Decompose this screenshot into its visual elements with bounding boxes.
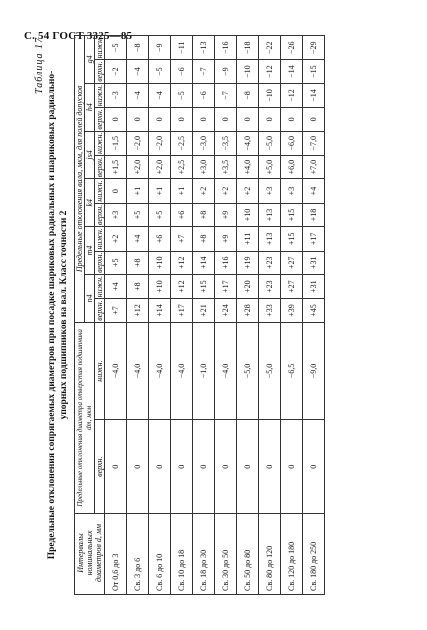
cell-bearing-upper: 0 xyxy=(127,420,149,514)
cell-k4-upper: +8 xyxy=(193,203,215,226)
cell-k4-upper: +6 xyxy=(171,203,193,226)
cell-g4-upper: −6 xyxy=(171,60,193,83)
cell-g4-lower: −11 xyxy=(171,36,193,60)
cell-g4-upper: −5 xyxy=(149,60,171,83)
cell-g4-lower: −9 xyxy=(149,36,171,60)
cell-interval: Св. 6 до 10 xyxy=(149,514,171,595)
cell-interval: Св. 18 до 30 xyxy=(193,514,215,595)
cell-interval: Св. 10 до 18 xyxy=(171,514,193,595)
cell-g4-upper: −14 xyxy=(281,60,303,83)
cell-n4-upper: +14 xyxy=(149,299,171,322)
cell-m4-lower: +2 xyxy=(105,227,127,251)
cell-m4-upper: +27 xyxy=(281,251,303,274)
cell-g4-upper: −10 xyxy=(237,60,259,83)
cell-n4-lower: +31 xyxy=(303,274,325,298)
cell-h4-upper: 0 xyxy=(303,108,325,131)
cell-n4-upper: +45 xyxy=(303,299,325,322)
cell-bearing-lower: −4,0 xyxy=(171,322,193,420)
cell-n4-lower: +23 xyxy=(259,274,281,298)
cell-n4-upper: +7 xyxy=(105,299,127,322)
cell-n4-lower: +4 xyxy=(105,274,127,298)
deviations-table xyxy=(74,35,325,595)
cell-n4-upper: +17 xyxy=(171,299,193,322)
cell-k4-lower: +4 xyxy=(303,179,325,203)
cell-m4-lower: +11 xyxy=(237,227,259,251)
cell-n4-upper: +28 xyxy=(237,299,259,322)
cell-bearing-lower: −4,0 xyxy=(215,322,237,420)
cell-n4-upper: +12 xyxy=(127,299,149,322)
cell-interval: Св. 3 до 6 xyxy=(127,514,149,595)
cell-m4-lower: +4 xyxy=(127,227,149,251)
cell-h4-lower: −8 xyxy=(237,83,259,107)
header-row-1 xyxy=(75,36,85,595)
rotated-table-block xyxy=(34,35,404,595)
cell-interval: Св. 120 до 180 xyxy=(281,514,303,595)
cell-h4-upper: 0 xyxy=(237,108,259,131)
cell-m4-lower: +7 xyxy=(171,227,193,251)
cell-bearing-lower: −9,0 xyxy=(303,322,325,420)
cell-k4-upper: +13 xyxy=(259,203,281,226)
cell-m4-lower: +17 xyxy=(303,227,325,251)
cell-bearing-upper: 0 xyxy=(215,420,237,514)
header-upper: верхн. xyxy=(95,300,104,321)
cell-m4-upper: +23 xyxy=(259,251,281,274)
header-lower: нижн. xyxy=(95,132,104,154)
cell-g4-lower: −22 xyxy=(259,36,281,60)
cell-n4-lower: +27 xyxy=(281,274,303,298)
cell-n4-upper: +24 xyxy=(215,299,237,322)
table-title xyxy=(46,35,70,595)
cell-h4-upper: 0 xyxy=(105,108,127,131)
cell-g4-lower: −13 xyxy=(193,36,215,60)
cell-k4-lower: +2 xyxy=(215,179,237,203)
table-row xyxy=(105,36,127,595)
cell-g4-lower: −5 xyxy=(105,36,127,60)
cell-h4-lower: −6 xyxy=(193,83,215,107)
cell-m4-upper: +12 xyxy=(171,251,193,274)
cell-h4-upper: 0 xyxy=(259,108,281,131)
header-field-k4: k4 xyxy=(85,179,95,227)
cell-h4-upper: 0 xyxy=(149,108,171,131)
cell-g4-lower: −26 xyxy=(281,36,303,60)
header-lower: нижн. xyxy=(95,275,104,298)
cell-h4-upper: 0 xyxy=(281,108,303,131)
cell-bearing-lower: −5,0 xyxy=(237,322,259,420)
cell-h4-upper: 0 xyxy=(193,108,215,131)
cell-g4-upper: −2 xyxy=(105,60,127,83)
cell-bearing-upper: 0 xyxy=(193,420,215,514)
cell-bearing-upper: 0 xyxy=(237,420,259,514)
cell-interval: Св. 30 до 50 xyxy=(215,514,237,595)
cell-k4-lower: +3 xyxy=(259,179,281,203)
cell-js4-lower: −7,0 xyxy=(303,131,325,155)
cell-m4-upper: +8 xyxy=(127,251,149,274)
cell-bearing-upper: 0 xyxy=(105,420,127,514)
cell-bearing-lower: −4,0 xyxy=(149,322,171,420)
cell-k4-upper: +18 xyxy=(303,203,325,226)
cell-js4-upper: +5,0 xyxy=(259,155,281,178)
cell-g4-upper: −4 xyxy=(127,60,149,83)
header-lower: нижн. xyxy=(95,228,104,250)
cell-m4-lower: +9 xyxy=(215,227,237,251)
cell-js4-lower: −2,5 xyxy=(171,131,193,155)
cell-k4-lower: +2 xyxy=(193,179,215,203)
page-header: С. 54 ГОСТ 3325—85 xyxy=(24,30,133,42)
cell-bearing-lower: −4,0 xyxy=(127,322,149,420)
header-field-js4: js4 xyxy=(85,131,95,179)
cell-k4-upper: +15 xyxy=(281,203,303,226)
cell-bearing-lower: −4,0 xyxy=(105,322,127,420)
header-lower: нижн. xyxy=(95,37,104,59)
cell-n4-lower: +10 xyxy=(149,274,171,298)
header-upper: верхн. xyxy=(95,204,104,226)
header-field-g4: g4 xyxy=(85,36,95,84)
cell-js4-upper: +2,0 xyxy=(127,155,149,178)
cell-interval: Св. 50 до 80 xyxy=(237,514,259,595)
cell-js4-upper: +6,0 xyxy=(281,155,303,178)
cell-js4-upper: +2,5 xyxy=(171,155,193,178)
cell-m4-upper: +16 xyxy=(215,251,237,274)
table-row xyxy=(237,36,259,595)
cell-g4-upper: −15 xyxy=(303,60,325,83)
cell-js4-lower: −3,0 xyxy=(193,131,215,155)
cell-k4-upper: +5 xyxy=(127,203,149,226)
cell-interval: Св. 80 до 120 xyxy=(259,514,281,595)
table-row xyxy=(193,36,215,595)
cell-g4-lower: −16 xyxy=(215,36,237,60)
cell-g4-lower: −18 xyxy=(237,36,259,60)
cell-bearing-upper: 0 xyxy=(149,420,171,514)
cell-m4-upper: +31 xyxy=(303,251,325,274)
cell-h4-lower: −4 xyxy=(127,83,149,107)
cell-m4-lower: +13 xyxy=(259,227,281,251)
header-lower: нижн. xyxy=(95,322,105,420)
table-row xyxy=(171,36,193,595)
cell-h4-lower: −3 xyxy=(105,83,127,107)
cell-h4-upper: 0 xyxy=(215,108,237,131)
cell-js4-upper: +2,0 xyxy=(149,155,171,178)
cell-js4-upper: +3,0 xyxy=(193,155,215,178)
cell-n4-lower: +15 xyxy=(193,274,215,298)
cell-k4-upper: +9 xyxy=(215,203,237,226)
cell-h4-lower: −14 xyxy=(303,83,325,107)
header-bearing-dev: Предельные отклонения диаметра отверстия подшипника dm, мкм xyxy=(75,322,95,513)
header-field-m4: m4 xyxy=(85,227,95,275)
cell-h4-lower: −4 xyxy=(149,83,171,107)
cell-m4-lower: +15 xyxy=(281,227,303,251)
header-shaft-dev: Предельные отклонения вала, мкм, для полей допусков xyxy=(75,36,85,323)
cell-js4-lower: −1,5 xyxy=(105,131,127,155)
cell-bearing-upper: 0 xyxy=(171,420,193,514)
cell-bearing-lower: −6,5 xyxy=(281,322,303,420)
cell-js4-lower: −3,5 xyxy=(215,131,237,155)
header-upper: верхн. xyxy=(95,252,104,273)
cell-js4-lower: −4,0 xyxy=(237,131,259,155)
cell-n4-upper: +21 xyxy=(193,299,215,322)
table-title-line2: упорных подшипников на вал. Класс точности 2 xyxy=(59,210,69,420)
cell-h4-lower: −5 xyxy=(171,83,193,107)
cell-js4-lower: −5,0 xyxy=(259,131,281,155)
cell-h4-lower: −12 xyxy=(281,83,303,107)
cell-js4-lower: −2,0 xyxy=(149,131,171,155)
cell-m4-upper: +5 xyxy=(105,251,127,274)
cell-js4-lower: −6,0 xyxy=(281,131,303,155)
header-interval: Интервалы номинальных диаметров d, мм xyxy=(75,514,105,595)
cell-js4-upper: +7,0 xyxy=(303,155,325,178)
header-field-h4: h4 xyxy=(85,83,95,131)
header-lower: нижн. xyxy=(95,84,104,107)
cell-k4-lower: +1 xyxy=(149,179,171,203)
table-row xyxy=(149,36,171,595)
cell-js4-lower: −2,0 xyxy=(127,131,149,155)
header-upper: верхн. xyxy=(95,109,104,130)
cell-interval: От 0,6 до 3 xyxy=(105,514,127,595)
cell-js4-upper: +1,5 xyxy=(105,155,127,178)
table-title-line1: Предельные отклонения сопрягаемых диаметров при посадке шариковых радиальных и шариковых радиально- xyxy=(47,70,57,560)
cell-js4-upper: +4,0 xyxy=(237,155,259,178)
cell-k4-lower: 0 xyxy=(105,179,127,203)
cell-g4-lower: −8 xyxy=(127,36,149,60)
cell-h4-lower: −7 xyxy=(215,83,237,107)
table-body xyxy=(105,36,325,595)
header-lower: нижн. xyxy=(95,180,104,202)
cell-k4-lower: +1 xyxy=(127,179,149,203)
header-field-n4: n4 xyxy=(85,274,95,322)
cell-m4-lower: +8 xyxy=(193,227,215,251)
cell-g4-upper: −12 xyxy=(259,60,281,83)
cell-g4-upper: −9 xyxy=(215,60,237,83)
table-number: Таблица 17 xyxy=(34,37,45,94)
cell-k4-lower: +2 xyxy=(237,179,259,203)
table-row xyxy=(259,36,281,595)
cell-m4-upper: +14 xyxy=(193,251,215,274)
cell-k4-upper: +5 xyxy=(149,203,171,226)
cell-m4-upper: +10 xyxy=(149,251,171,274)
cell-m4-lower: +6 xyxy=(149,227,171,251)
cell-n4-lower: +12 xyxy=(171,274,193,298)
cell-n4-upper: +33 xyxy=(259,299,281,322)
cell-bearing-upper: 0 xyxy=(259,420,281,514)
cell-n4-upper: +39 xyxy=(281,299,303,322)
cell-k4-upper: +10 xyxy=(237,203,259,226)
cell-bearing-upper: 0 xyxy=(281,420,303,514)
cell-n4-lower: +17 xyxy=(215,274,237,298)
cell-k4-lower: +1 xyxy=(171,179,193,203)
cell-js4-upper: +3,5 xyxy=(215,155,237,178)
table-row xyxy=(281,36,303,595)
cell-n4-lower: +8 xyxy=(127,274,149,298)
cell-m4-upper: +19 xyxy=(237,251,259,274)
cell-interval: Св. 180 до 250 xyxy=(303,514,325,595)
table-row xyxy=(303,36,325,595)
cell-n4-lower: +20 xyxy=(237,274,259,298)
header-upper: верхн. xyxy=(95,61,104,82)
table-row xyxy=(127,36,149,595)
cell-h4-upper: 0 xyxy=(171,108,193,131)
cell-bearing-upper: 0 xyxy=(303,420,325,514)
cell-bearing-lower: −1,0 xyxy=(193,322,215,420)
cell-k4-lower: +3 xyxy=(281,179,303,203)
cell-g4-upper: −7 xyxy=(193,60,215,83)
cell-bearing-lower: −5,0 xyxy=(259,322,281,420)
header-row-3 xyxy=(95,36,105,595)
cell-g4-lower: −29 xyxy=(303,36,325,60)
cell-h4-upper: 0 xyxy=(127,108,149,131)
cell-h4-lower: −10 xyxy=(259,83,281,107)
cell-k4-upper: +3 xyxy=(105,203,127,226)
header-upper: верхн. xyxy=(95,420,105,514)
header-upper: верхн. xyxy=(95,156,104,178)
table-row xyxy=(215,36,237,595)
